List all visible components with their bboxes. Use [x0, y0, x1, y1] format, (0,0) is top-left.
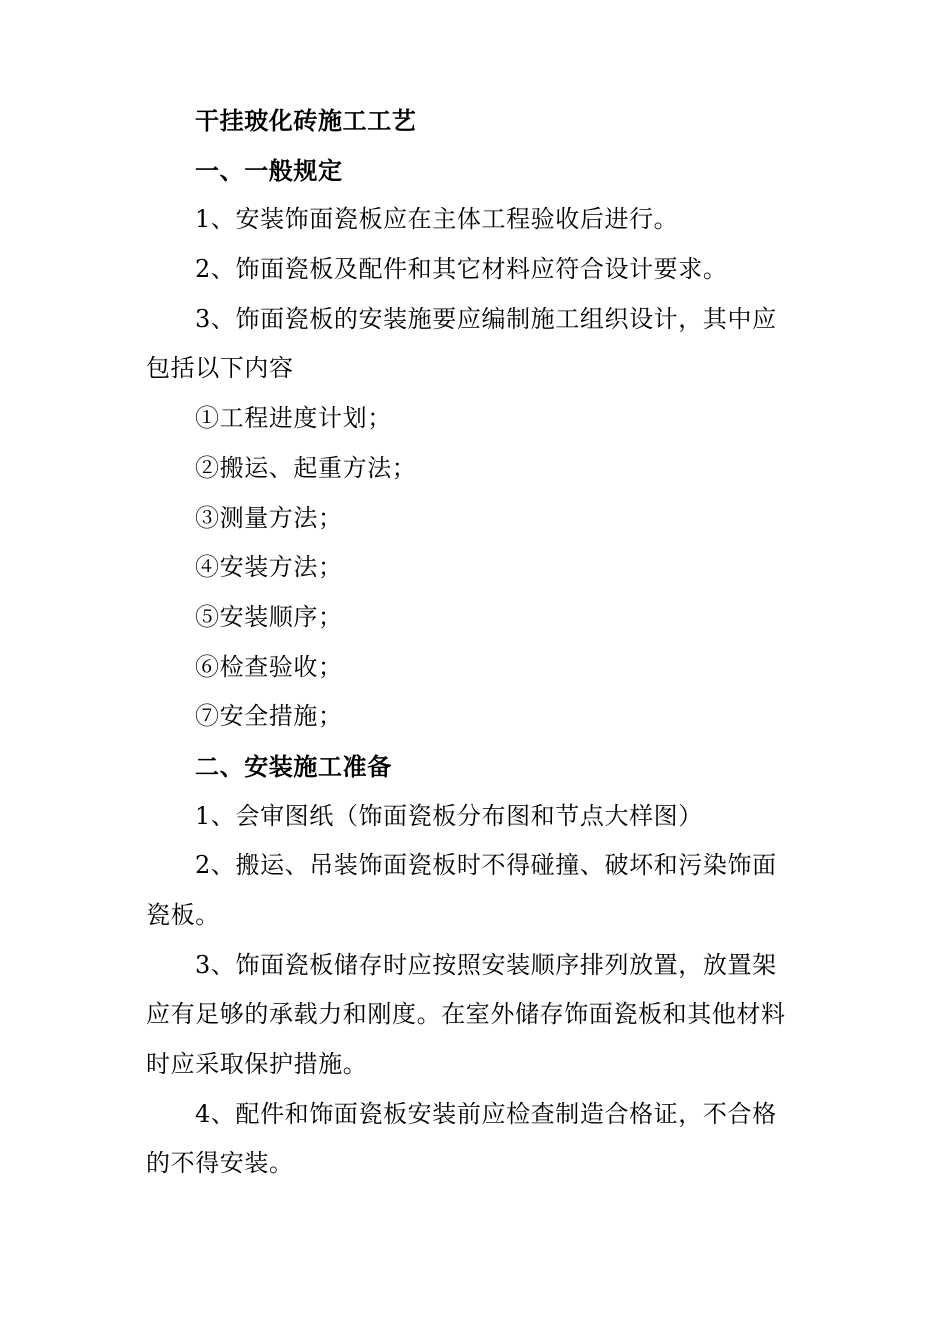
- paragraph: 2、饰面瓷板及配件和其它材料应符合设计要求。: [195, 255, 728, 284]
- paragraph: 1、安装饰面瓷板应在主体工程验收后进行。: [195, 205, 679, 234]
- paragraph: 4、配件和饰面瓷板安装前应检查制造合格证，不合格: [195, 1099, 777, 1128]
- paragraph-continuation: 的不得安装。: [146, 1149, 294, 1178]
- list-item: ⑥检查验收；: [195, 652, 343, 681]
- paragraph-continuation: 时应采取保护措施。: [146, 1050, 368, 1079]
- list-item: ②搬运、起重方法；: [195, 453, 417, 482]
- paragraph: 3、饰面瓷板储存时应按照安装顺序排列放置，放置架: [195, 950, 777, 979]
- section-heading-preparation: 二、安装施工准备: [195, 751, 392, 781]
- list-item: ⑤安装顺序；: [195, 602, 343, 631]
- document-title: 干挂玻化砖施工工艺: [195, 106, 417, 135]
- section-heading-general: 一、一般规定: [195, 155, 343, 185]
- list-item: ①工程进度计划；: [195, 404, 392, 433]
- document-body: [146, 96, 808, 1189]
- paragraph: 2、搬运、吊装饰面瓷板时不得碰撞、破坏和污染饰面: [195, 851, 777, 880]
- paragraph-continuation: 瓷板。: [146, 901, 220, 929]
- paragraph: 1、会审图纸（饰面瓷板分布图和节点大样图）: [195, 801, 703, 830]
- list-item: ③测量方法；: [195, 503, 343, 532]
- paragraph: 3、饰面瓷板的安装施要应编制施工组织设计，其中应: [195, 304, 777, 333]
- paragraph-continuation: 应有足够的承载力和刚度。在室外储存饰面瓷板和其他材料: [146, 1000, 786, 1029]
- paragraph-continuation: 包括以下内容: [146, 354, 294, 383]
- list-item: ④安装方法；: [195, 553, 343, 582]
- list-item: ⑦安全措施；: [195, 702, 343, 731]
